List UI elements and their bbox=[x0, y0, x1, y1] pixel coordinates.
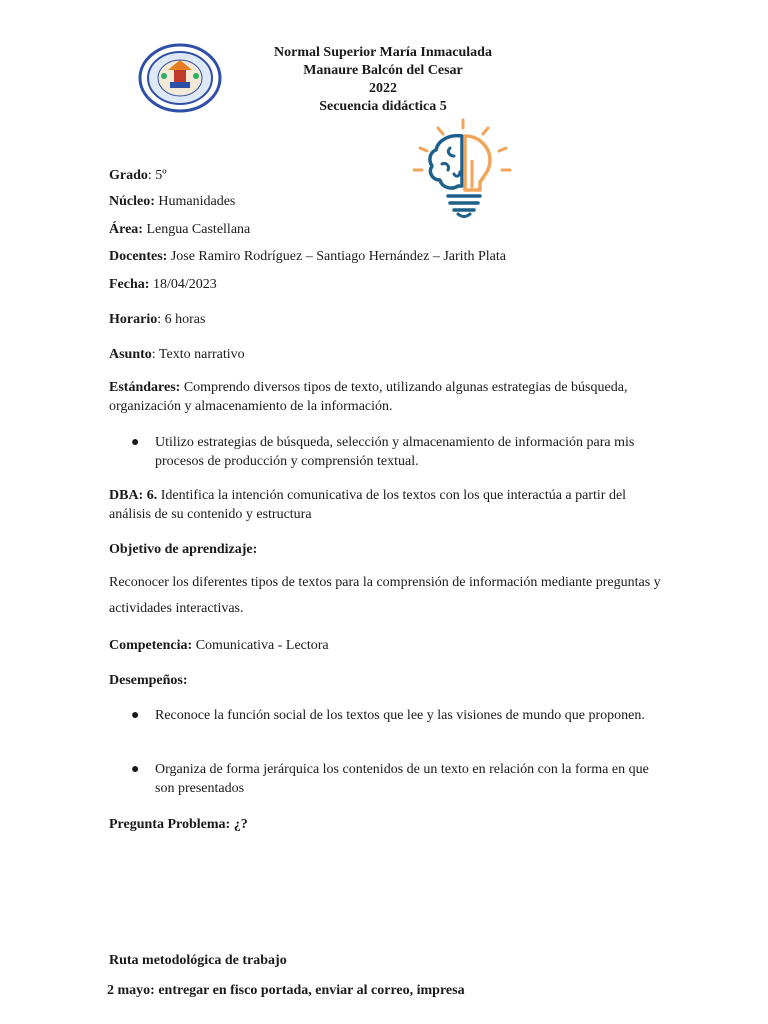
grado-value: : 5º bbox=[147, 168, 167, 183]
objetivo-heading bbox=[109, 540, 257, 559]
dba-label: DBA: 6. bbox=[109, 488, 158, 503]
desempeno-item bbox=[131, 706, 651, 725]
horario-label: Horario bbox=[109, 312, 158, 327]
competencia-label: Competencia: bbox=[109, 638, 193, 653]
docentes-value: Jose Ramiro Rodríguez – Santiago Hernández – Jarith Plata bbox=[167, 249, 506, 264]
estandares-section bbox=[109, 378, 649, 416]
estandares-bullet-text: Utilizo estrategias de búsqueda, selección y almacenamiento de información para mis procesos de producción y comprensión textual. bbox=[155, 435, 635, 469]
objetivo-text: Reconocer los diferentes tipos de textos para la comprensión de información mediante preguntas y actividades interactivas. bbox=[109, 575, 661, 616]
dba-section bbox=[109, 486, 649, 524]
bullet-icon: ● bbox=[131, 708, 140, 723]
field-area bbox=[109, 220, 250, 239]
ruta-note bbox=[107, 981, 465, 1000]
institution-location: Manaure Balcón del Cesar bbox=[303, 63, 463, 78]
ruta-note-text: 2 mayo: entregar en fisco portada, enviar al correo, impresa bbox=[107, 983, 465, 998]
area-label: Área: bbox=[109, 222, 143, 237]
pregunta-problema bbox=[109, 815, 248, 834]
estandares-bullet bbox=[131, 433, 651, 471]
document-header bbox=[200, 44, 566, 116]
institution-name: Normal Superior María Inmaculada bbox=[274, 45, 492, 60]
docentes-label: Docentes: bbox=[109, 249, 168, 264]
field-grado bbox=[109, 166, 167, 185]
nucleo-label: Núcleo: bbox=[109, 194, 155, 209]
pregunta-label: Pregunta Problema: ¿? bbox=[109, 817, 248, 832]
field-fecha bbox=[109, 275, 217, 294]
document-title: Secuencia didáctica 5 bbox=[319, 99, 447, 114]
field-asunto bbox=[109, 345, 245, 364]
competencia-value: Comunicativa - Lectora bbox=[192, 638, 329, 653]
bullet-icon: ● bbox=[131, 435, 140, 450]
area-value: Lengua Castellana bbox=[142, 222, 251, 237]
fecha-label: Fecha: bbox=[109, 277, 150, 292]
ruta-label: Ruta metodológica de trabajo bbox=[109, 953, 287, 968]
desempeno-item-text: Reconoce la función social de los textos que lee y las visiones de mundo que proponen. bbox=[155, 708, 645, 723]
asunto-value: : Texto narrativo bbox=[151, 347, 245, 362]
dba-text: Identifica la intención comunicativa de los textos con los que interactúa a partir del análisis de su contenido y estructura bbox=[109, 488, 627, 522]
brain-lightbulb-icon bbox=[410, 118, 516, 224]
field-nucleo bbox=[109, 192, 235, 211]
desempeno-item bbox=[131, 760, 651, 798]
field-docentes bbox=[109, 247, 506, 266]
asunto-label: Asunto bbox=[109, 347, 152, 362]
estandares-text: Comprendo diversos tipos de texto, utilizando algunas estrategias de búsqueda, organización y almacenamiento de la información. bbox=[109, 380, 628, 414]
desempeno-item-text: Organiza de forma jerárquica los contenidos de un texto en relación con la forma en que son presentados bbox=[155, 762, 649, 796]
field-horario bbox=[109, 310, 205, 329]
desempenos-label: Desempeños: bbox=[109, 673, 188, 688]
ruta-heading bbox=[109, 951, 287, 970]
grado-label: Grado bbox=[109, 168, 148, 183]
estandares-label: Estándares: bbox=[109, 380, 181, 395]
bullet-icon: ● bbox=[131, 762, 140, 777]
horario-value: : 6 horas bbox=[157, 312, 206, 327]
field-competencia bbox=[109, 636, 329, 655]
header-year: 2022 bbox=[369, 81, 397, 96]
objetivo-label: Objetivo de aprendizaje: bbox=[109, 542, 258, 557]
nucleo-value: Humanidades bbox=[154, 194, 236, 209]
desempenos-heading bbox=[109, 671, 188, 690]
fecha-value: 18/04/2023 bbox=[149, 277, 217, 292]
